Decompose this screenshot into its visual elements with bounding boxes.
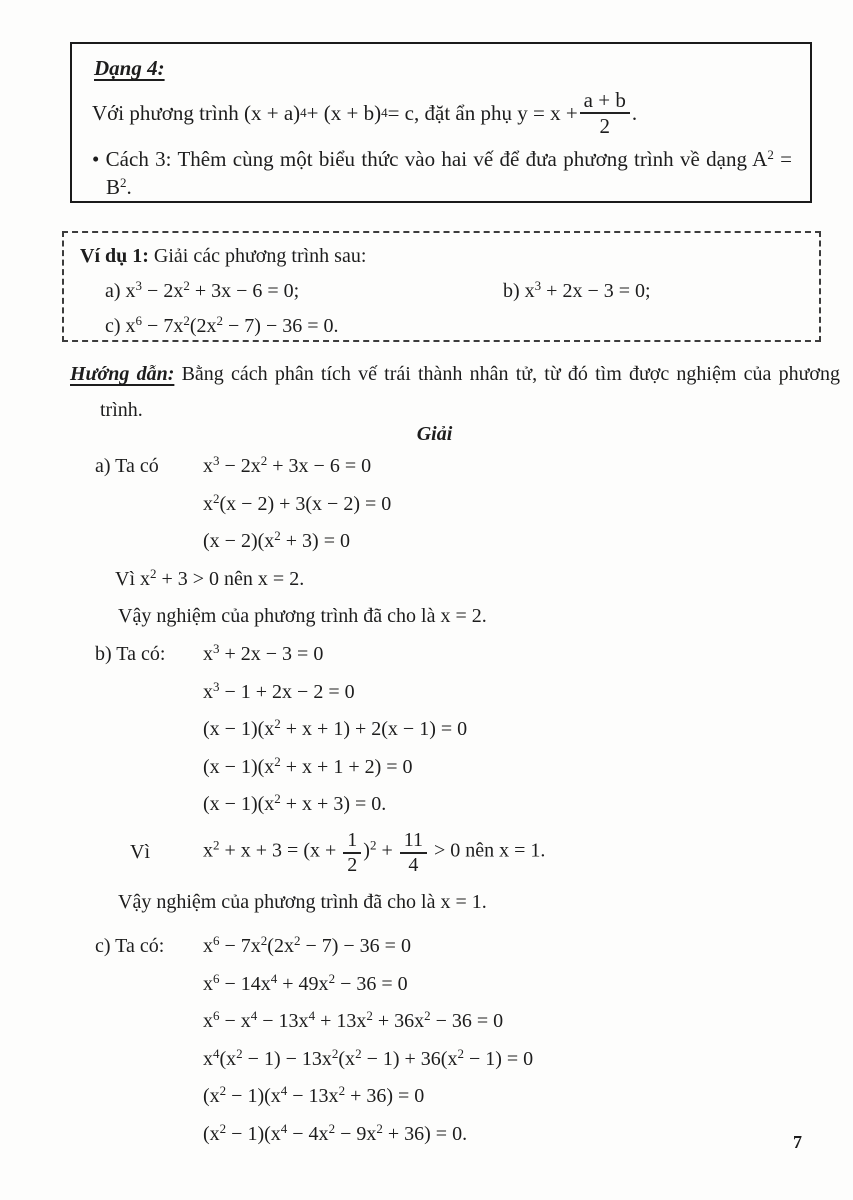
part-c-step-2: $x^6 - 14x^4 + 49x^2 - 36 = 0$ (203, 970, 408, 995)
fraction: $\frac{a + b}{2}$ (578, 89, 632, 137)
huongdan-label: Hướng dẫn: (70, 363, 175, 385)
vidu1-equation-a: a) $x^3 - 2x^2 + 3x - 6 = 0$; (105, 278, 300, 302)
cach3-bullet-text: • Cách 3: Thêm cùng một biểu thức vào hai vế để đưa phương trình về dạng $A^2 = B^2$. (92, 147, 792, 199)
part-b-label: b) Ta có: (95, 643, 166, 665)
vidu1-prompt: Giải các phương trình sau: (148, 245, 367, 267)
solution-block (0, 448, 853, 1153)
part-c-step-5: $(x^2 - 1)(x^4 - 13x^2 + 36) = 0$ (203, 1083, 425, 1107)
part-b-step-3: $(x - 1)(x^2 + x + 1) + 2(x - 1) = 0$ (203, 716, 468, 740)
part-b-note-equation: $x^2 + x + 3 = (x$ + $\frac{1}{2}$ )$^2$ + $\frac{11}{4}$ > 0 nên x = 1. (203, 828, 546, 876)
part-a-row-1 (0, 448, 853, 486)
part-b-row-1 (0, 636, 853, 674)
page-number: 7 (793, 1132, 802, 1152)
part-c-label: c) Ta có: (95, 935, 165, 957)
part-a-note: Vì $x^2 + 3 > 0$ nên x = 2. (115, 565, 305, 590)
part-a-conclusion: Vậy nghiệm của phương trình đã cho là x = 2. (118, 605, 487, 627)
part-c-step-6: $(x^2 - 1)(x^4 - 4x^2 - 9x^2 + 36) = 0$. (203, 1120, 468, 1145)
fraction: $\frac{11}{4}$ (398, 830, 429, 876)
vidu1-equation-b: b) $x^3 + 2x - 3 = 0$; (503, 278, 651, 302)
dang4-box (70, 42, 812, 203)
part-c-row-1 (0, 928, 853, 966)
part-c-step-4: $x^4(x^2 - 1) - 13x^2(x^2 - 1) + 36(x^2 - 1) = 0$ (203, 1045, 534, 1070)
part-b-note-row (0, 826, 853, 880)
part-b-step-2: $x^3 - 1 + 2x - 2 = 0$ (203, 678, 355, 703)
vidu1-equation-c: c) $x^6 - 7x^2(2x^2 - 7) - 36 = 0$. (105, 313, 339, 337)
huongdan-paragraph (70, 356, 840, 428)
part-b-step-1: $x^3 + 2x - 3 = 0$ (203, 641, 324, 665)
dang4-intro-equation: Với phương trình (x + a) 4 + (x + b) 4 = c, đặt ẩn phụ y = x + $\frac{a + b}{2}$ . (92, 87, 638, 138)
vidu1-box (62, 231, 821, 342)
part-a-label: a) Ta có (95, 455, 159, 477)
part-c-step-1: $x^6 - 7x^2(2x^2 - 7) - 36 = 0$ (203, 933, 411, 957)
vidu1-title (80, 242, 819, 270)
vidu1-label: Ví dụ 1: (80, 245, 149, 267)
part-a-step-2: $x^2(x - 2) + 3(x - 2) = 0$ (203, 490, 392, 515)
part-a-step-3: $(x - 2)(x^2 + 3) = 0$ (203, 528, 350, 552)
vidu1-equations-row1 (105, 277, 819, 305)
dang4-heading: Dạng 4: (94, 56, 165, 80)
part-c-step-3: $x^6 - x^4 - 13x^4 + 13x^2 + 36x^2 - 36 = 0$ (203, 1008, 504, 1032)
part-b-step-4: $(x - 1)(x^2 + x + 1 + 2) = 0$ (203, 753, 413, 778)
giai-heading: Giải (416, 423, 453, 445)
part-b-step-5: $(x - 1)(x^2 + x + 3) = 0$. (203, 791, 387, 815)
part-b-note-label: Vì (130, 841, 150, 863)
huongdan-text: Bằng cách phân tích vế trái thành nhân tử, từ đó tìm được nghiệm của phương trình. (100, 363, 840, 421)
part-b-conclusion: Vậy nghiệm của phương trình đã cho là x = 1. (118, 890, 487, 913)
fraction: $\frac{1}{2}$ (341, 830, 363, 876)
part-a-step-1: $x^3 - 2x^2 + 3x - 6 = 0$ (203, 453, 372, 477)
